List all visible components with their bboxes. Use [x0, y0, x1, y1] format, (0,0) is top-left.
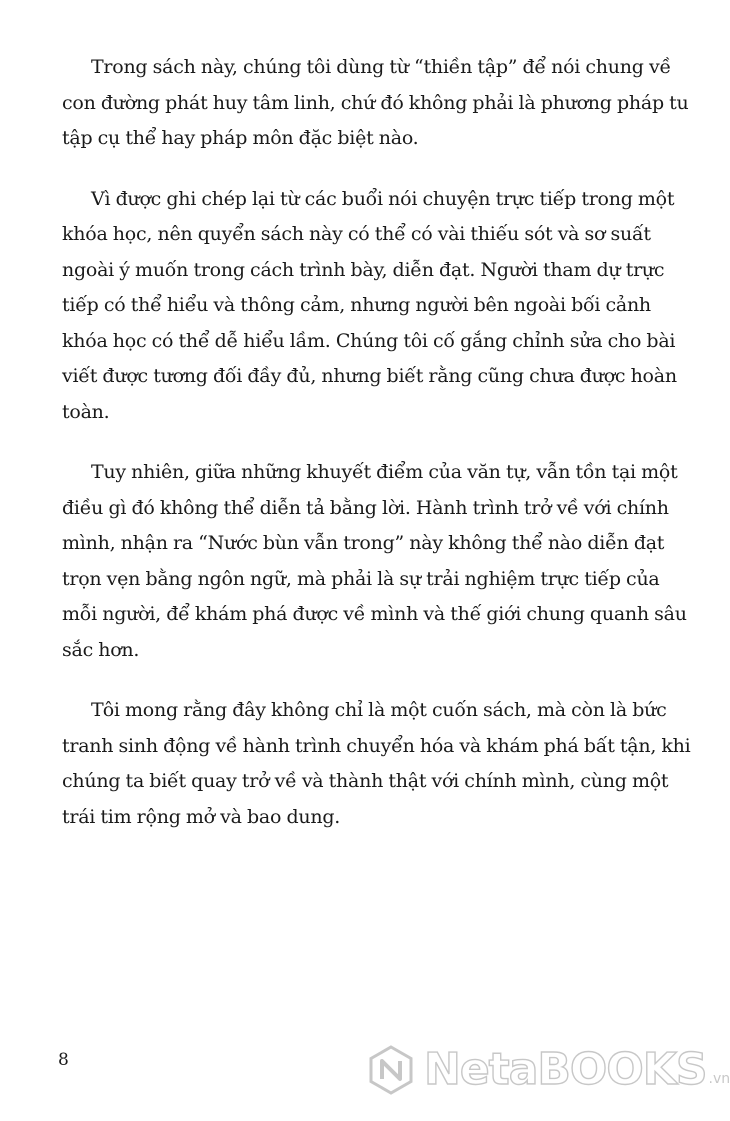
paragraph-1: Trong sách này, chúng tôi dùng từ “thiền tập” để nói chung về con đường phát huy tâm linh, chứ đó không phải là phương pháp tu tập cụ thể hay pháp môn đặc biệt nào. — [62, 56, 689, 149]
watermark-suffix: .vn — [708, 1070, 730, 1087]
paragraph-2: Vì được ghi chép lại từ các buổi nói chuyện trực tiếp trong một khóa học, nên quyển sách này có thể có vài thiếu sót và sơ suất ngoài ý muốn trong cách trình bày, diễn đạt. Người tham dự trực tiếp có thể hiểu và thông cảm, nhưng người bên ngoài bối cảnh khóa học có thể dễ hiểu lầm. Chúng tôi cố gắng chỉnh sửa cho bài viết được tương đối đầy đủ, nhưng biết rằng cũng chưa được hoàn toàn. — [62, 187, 677, 423]
watermark — [366, 1044, 730, 1095]
paragraph-4: Tôi mong rằng đây không chỉ là một cuốn sách, mà còn là bức tranh sinh động về hành trình chuyển hóa và khám phá bất tận, khi chúng ta biết quay trở về và thành thật với chính mình, cùng một trái tim rộng mở và bao dung. — [62, 699, 691, 828]
page-body — [62, 50, 694, 860]
paragraph-3: Tuy nhiên, giữa những khuyết điểm của văn tự, vẫn tồn tại một điều gì đó không thể diễn tả bằng lời. Hành trình trở về với chính mình, nhận ra “Nước bùn vẫn trong” này không thể nào diễn đạt trọn vẹn bằng ngôn ngữ, mà phải là sự trải nghiệm trực tiếp của mỗi người, để khám phá được về mình và thế giới chung quanh sâu sắc hơn. — [62, 461, 687, 661]
page-number: 8 — [58, 1050, 69, 1070]
watermark-text: NetaBOOKS — [424, 1044, 707, 1095]
netabooks-logo-icon — [366, 1045, 416, 1095]
